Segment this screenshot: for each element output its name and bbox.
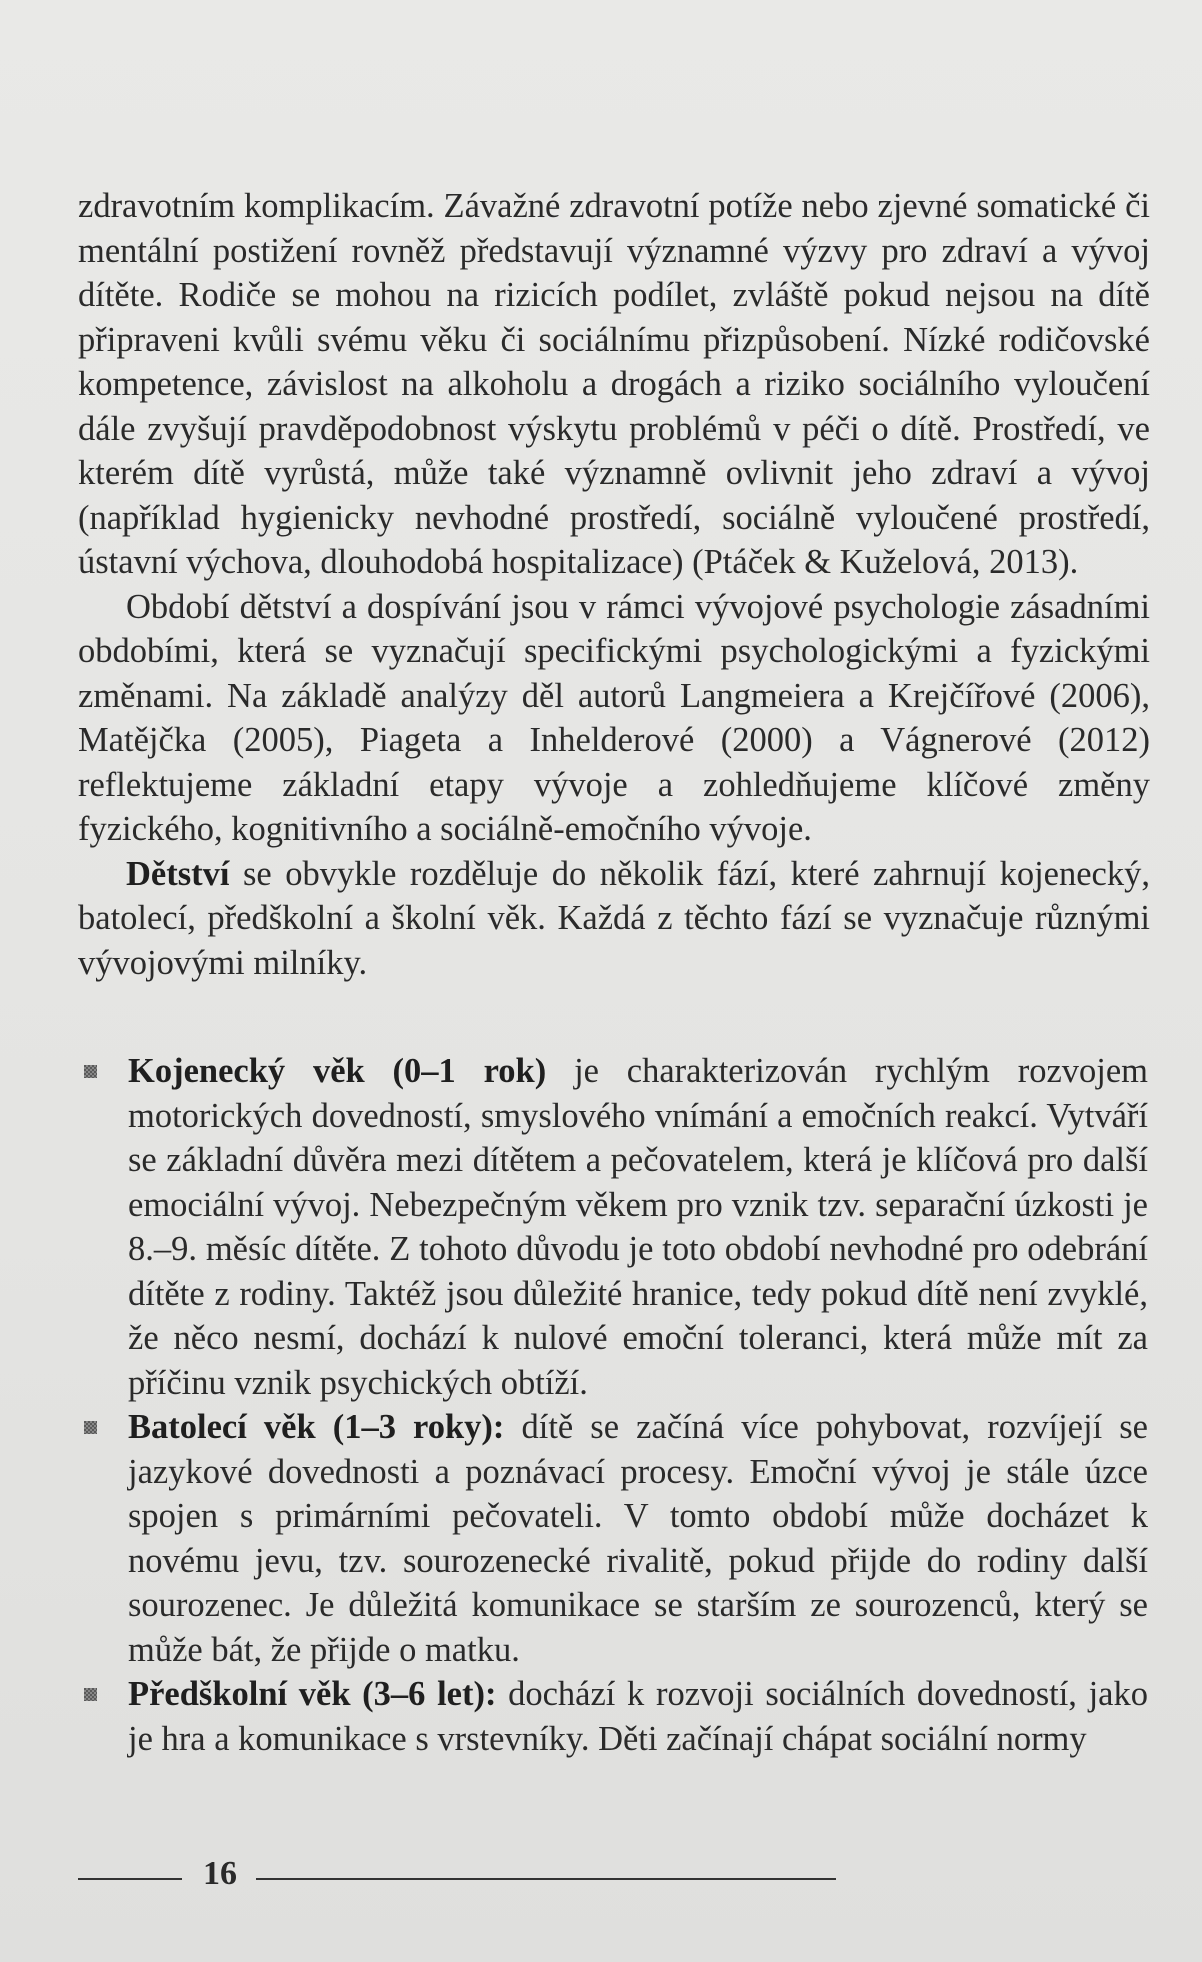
list-item <box>84 1672 1148 1761</box>
footer-rule-right <box>256 1878 836 1880</box>
square-bullet-icon <box>84 1688 97 1701</box>
paragraph <box>78 852 1150 986</box>
list-term: Batolecí věk (1–3 roky): <box>128 1408 505 1446</box>
list-term: Předškolní věk (3–6 let): <box>128 1675 497 1713</box>
list-text: dítě se začíná více pohybovat, rozvíjejí se jazykové dovednosti a poznávací procesy. Emoční vývoj je stále úzce spojen s primárními pečovateli. V tomto období může docházet k novému jevu, tzv. sourozenecké rivalitě, pokud přijde do rodiny další sourozenec. Je důležitá komunikace se starším ze sourozenců, který se může bát, že přijde o matku. <box>128 1408 1148 1669</box>
square-bullet-icon <box>84 1421 97 1434</box>
list-item <box>84 1405 1148 1672</box>
paragraph-text: se obvykle rozděluje do několik fází, které zahrnují kojenecký, batolecí, předškolní a školní věk. Každá z těchto fází se vyznačuje různými vývojovými milníky. <box>78 854 1150 982</box>
page-footer <box>78 1854 838 1894</box>
list-term: Kojenecký věk (0–1 rok) <box>128 1052 547 1090</box>
paragraph: Období dětství a dospívání jsou v rámci vývojové psychologie zásadními obdobími, která se vyznačují specifickými psychologickými a fyzickými změnami. Na základě analýzy děl autorů Langmeiera a Krejčířové (2006), Matějčka (2005), Piageta a Inhelderové (2000) a Vágnerové (2012) reflektujeme základní etapy vývoje a zohledňujeme klíčové změny fyzického, kognitivního a sociálně-emočního vývoje. <box>78 587 1150 848</box>
footer-rule-left <box>78 1878 182 1880</box>
main-text <box>78 184 1150 985</box>
list-text: dochází k rozvoji sociálních dovedností, jako je hra a komunikace s vrstevníky. Děti začínají chápat sociální normy <box>128 1675 1148 1758</box>
page-number: 16 <box>203 1855 237 1892</box>
bullet-list <box>84 1049 1148 1761</box>
bold-term: Dětství <box>126 854 230 893</box>
list-item <box>84 1049 1148 1405</box>
list-text: je charakterizován rychlým rozvojem motorických dovedností, smyslového vnímání a emočních reakcí. Vytváří se základní důvěra mezi dítětem a pečovatelem, která je klíčová pro další emociální vývoj. Nebezpečným věkem pro vznik tzv. separační úzkosti je 8.–9. měsíc dítěte. Z tohoto důvodu je toto období nevhodné pro odebrání dítěte z rodiny. Taktéž jsou důležité hranice, tedy pokud dítě není zvyklé, že něco nesmí, dochází k nulové emoční toleranci, která může mít za příčinu vznik psychických obtíží. <box>128 1052 1148 1402</box>
square-bullet-icon <box>84 1065 97 1078</box>
paragraph: zdravotním komplikacím. Závažné zdravotní potíže nebo zjevné somatické či mentální postižení rovněž představují významné výzvy pro zdraví a vývoj dítěte. Rodiče se mohou na rizicích podílet, zvláště pokud nejsou na dítě připraveni kvůli svému věku či sociálnímu přizpůsobení. Nízké rodičovské kompetence, závislost na alkoholu a drogách a riziko sociálního vyloučení dále zvyšují pravděpodobnost výskytu problémů v péči o dítě. Prostředí, ve kterém dítě vyrůstá, může také významně ovlivnit jeho zdraví a vývoj (například hygienicky nevhodné prostředí, sociálně vyloučené prostředí, ústavní výchova, dlouhodobá hospitalizace) (Ptáček & Kuželová, 2013). <box>78 187 1150 581</box>
